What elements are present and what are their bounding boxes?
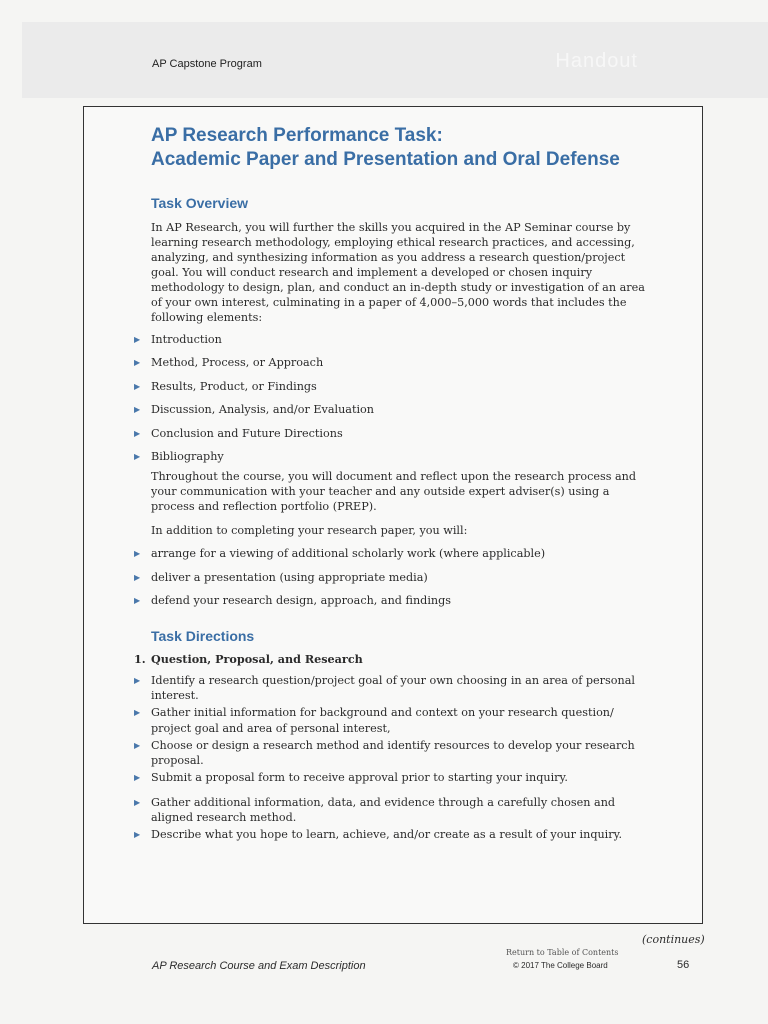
step-number: 1. — [134, 651, 146, 666]
return-to-contents-link[interactable]: Return to Table of Contents — [506, 948, 619, 957]
overview-intro: In AP Research, you will further the skills you acquired in the AP Seminar course by learning research methodology, employing ethical research practices, and accessing, analyzing, and synthesizing information as you address a research question/project goal. You will conduct research and implement a developed or chosen inquiry methodology to design, plan, and conduct an in-depth study or investigation of an area of your own interest, culminating in a paper of 4,000–5,000 words that includes the following elements: — [151, 221, 645, 324]
task-overview-heading: Task Overview — [151, 195, 249, 211]
document-title: AP Research Course and Exam Description — [152, 960, 366, 972]
watermark: Handout — [555, 50, 638, 72]
additional-list — [134, 546, 651, 616]
throughout-paragraph: Throughout the course, you will document and reflect upon the research process and your communication with your teacher and any outside expert adviser(s) using a process and reflection portfolio (PREP). — [151, 470, 637, 514]
list-item: ▶ Method, Process, or Approach — [134, 356, 324, 370]
page-number: 56 — [677, 959, 690, 971]
list-item: ▶ Describe what you hope to learn, achieve, and/or create as a result of your inquiry. — [134, 828, 622, 842]
bullet-icon: ▶ — [134, 335, 141, 344]
bullet-icon: ▶ — [134, 381, 141, 391]
bullet-icon: ▶ — [134, 830, 141, 840]
task-directions-heading: Task Directions — [151, 627, 255, 644]
list-item: ▶ defend your research design, approach, and findings — [134, 594, 452, 608]
bullet-icon: ▶ — [134, 797, 141, 807]
bullet-icon: ▶ — [134, 428, 141, 438]
list-item: ▶ Submit a proposal form to receive approval prior to starting your inquiry. — [134, 771, 568, 785]
program-label: AP Capstone Program — [152, 58, 262, 70]
bullet-icon: ▶ — [134, 596, 141, 606]
copyright: © 2017 The College Board — [513, 961, 608, 970]
list-item: ▶ Introduction — [134, 333, 222, 346]
continues-label: (continues) — [642, 933, 705, 946]
bullet-icon: ▶ — [134, 549, 141, 559]
bullet-icon: ▶ — [134, 708, 141, 718]
directions-list — [134, 673, 651, 846]
list-item: ▶ Bibliography — [134, 449, 224, 463]
list-item: ▶ Gather initial information for background and context on your research question/ project goal and area of personal interest, — [134, 706, 614, 735]
bullet-icon: ▶ — [134, 740, 141, 750]
addition-paragraph: In addition to completing your research paper, you will: — [151, 524, 468, 538]
list-item: ▶ arrange for a viewing of additional scholarly work (where applicable) — [134, 547, 546, 561]
bullet-icon: ▶ — [134, 451, 141, 461]
bullet-icon: ▶ — [134, 358, 141, 368]
list-item: ▶ Identify a research question/project goal of your own choosing in an area of personal interest. — [134, 673, 635, 703]
list-item: ▶ Choose or design a research method and identify resources to develop your research proposal. — [134, 738, 635, 768]
page-content — [134, 124, 651, 845]
list-item: ▶ deliver a presentation (using appropriate media) — [134, 570, 428, 584]
list-item: ▶ Discussion, Analysis, and/or Evaluation — [134, 403, 374, 417]
title-line-2: Academic Paper and Presentation and Oral Defense — [151, 149, 620, 170]
elements-list — [134, 332, 651, 472]
step-title: Question, Proposal, and Research — [151, 651, 363, 666]
bullet-icon: ▶ — [134, 675, 141, 685]
bullet-icon: ▶ — [134, 773, 141, 783]
header-band — [22, 22, 768, 98]
bullet-icon: ▶ — [134, 572, 141, 582]
list-item: ▶ Conclusion and Future Directions — [134, 426, 343, 440]
title-line-1: AP Research Performance Task: — [151, 125, 443, 146]
page-title — [151, 124, 651, 172]
list-item: ▶ Gather additional information, data, and evidence through a carefully chosen and aligned research method. — [134, 795, 616, 825]
list-item: ▶ Results, Product, or Findings — [134, 379, 317, 393]
bullet-icon: ▶ — [134, 405, 141, 415]
step-heading — [134, 651, 651, 667]
